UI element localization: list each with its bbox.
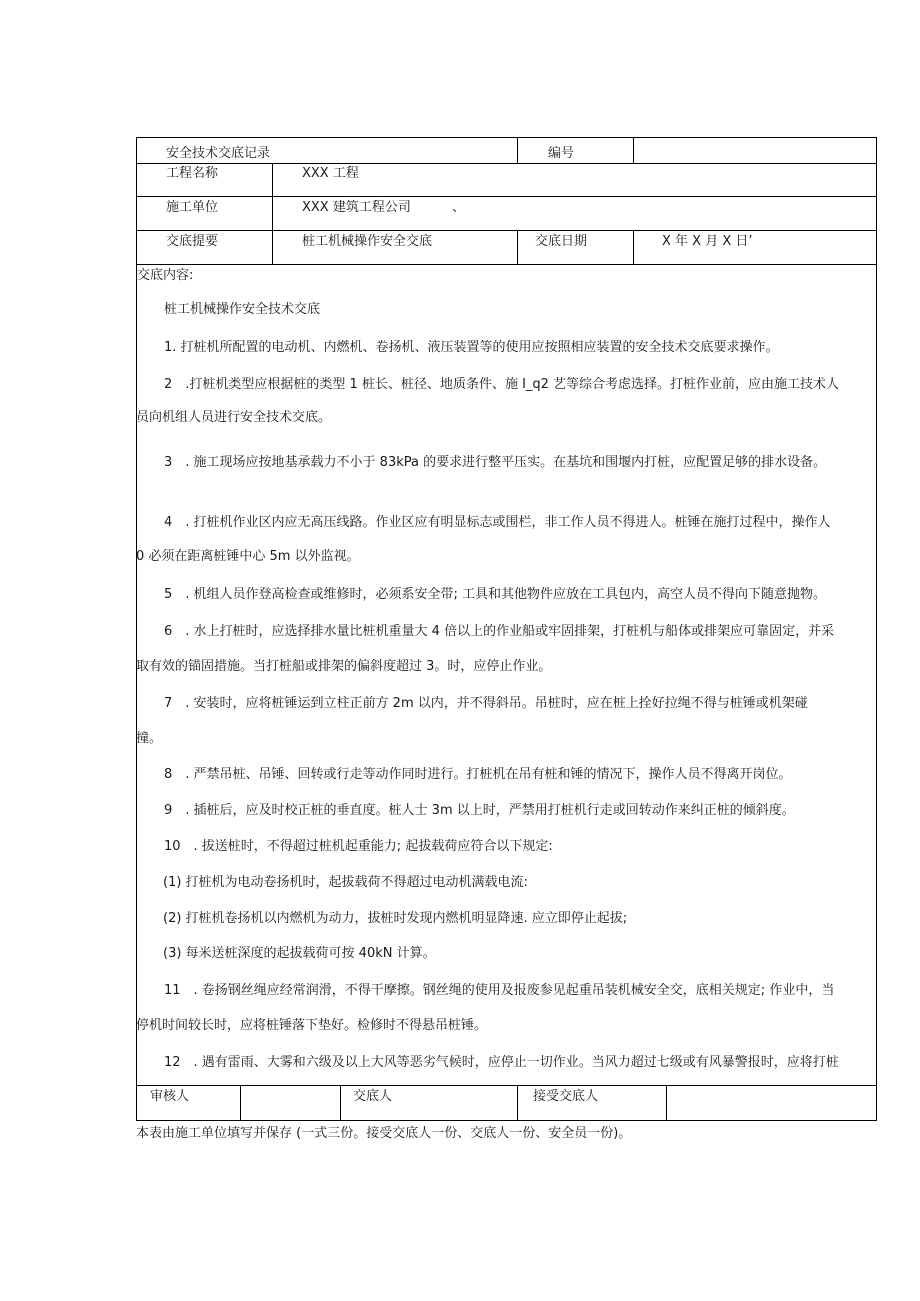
table-row-divider <box>136 264 877 265</box>
list-item: 11 . 卷扬钢丝绳应经常润滑，不得干摩擦。钢丝绳的使用及报废参见起重吊装机械安全交，底相关规定; 作业中，当 <box>164 983 835 998</box>
list-item-continuation: 取有效的锚固措施。当打桩船或排架的偏斜度超过 3。时，应停止作业。 <box>136 659 552 674</box>
table-col-divider <box>633 137 634 163</box>
table-border-top <box>136 137 877 138</box>
list-item-continuation: 员向机组人员进行安全技术交底。 <box>136 410 332 425</box>
table-row-divider <box>136 196 877 197</box>
construction-unit-value: XXX 建筑工程公司 <box>302 200 411 215</box>
table-row-divider <box>136 230 877 231</box>
construction-unit-mark: 、 <box>452 200 466 215</box>
table-col-divider <box>517 230 518 265</box>
summary-label: 交底提要 <box>166 234 219 249</box>
list-item: 1. 打桩机所配置的电动机、内燃机、卷扬机、液压装置等的使用应按照相应装置的安全技术交底要求操作。 <box>164 340 779 355</box>
footer-note: 本表由施工单位填写并保存 (一式三份。接受交底人一份、交底人一份、安全员一份)。 <box>136 1126 632 1141</box>
list-item: 2 .打桩机类型应根据桩的类型 1 桩长、桩径、地质条件、施 I_q2 艺等综合考虑选择。打桩作业前，应由施工技术人 <box>164 377 840 392</box>
construction-unit-label: 施工单位 <box>166 200 219 215</box>
list-item: 12 . 遇有雷雨、大雾和六级及以上大风等恶劣气候时，应停止一切作业。当风力超过七级或有风暴警报时，应将打桩 <box>164 1055 839 1070</box>
table-col-divider <box>272 163 273 265</box>
list-subitem: (1) 打桩机为电动卷扬机时，起拔载荷不得超过电动机满载电流: <box>163 875 528 890</box>
number-label: 编号 <box>548 146 575 161</box>
table-col-divider <box>340 1085 341 1120</box>
table-border-bottom <box>136 1120 877 1121</box>
list-item: 4 . 打桩机作业区内应无高压线路。作业区应有明显标志或围栏，非工作人员不得进人。桩锤在施打过程中，操作人 <box>164 515 831 530</box>
project-name-label: 工程名称 <box>166 166 219 181</box>
list-item: 7 . 安装时，应将桩锤运到立柱正前方 2m 以内，并不得斜吊。吊桩时，应在桩上拴好拉绳不得与桩锤或机架碰 <box>164 696 808 711</box>
list-item: 10 . 拔送桩时，不得超过桩机起重能力; 起拔载荷应符合以下规定: <box>164 839 553 854</box>
date-value: X 年 X 月 X 日’ <box>662 234 753 249</box>
list-item: 9 . 插桩后，应及时校正桩的垂直度。桩人士 3m 以上时，严禁用打桩机行走或回转动作来纠正桩的倾斜度。 <box>164 803 795 818</box>
table-row-divider <box>136 1085 877 1086</box>
list-subitem: (2) 打桩机卷扬机以内燃机为动力，拔桩时发现内燃机明显降速. 应立即停止起拔; <box>163 911 628 926</box>
table-col-divider <box>517 1085 518 1120</box>
table-col-divider <box>666 1085 667 1120</box>
table-col-divider <box>633 230 634 265</box>
list-item-continuation: 停机时间较长时，应将桩锤落下垫好。检修时不得悬吊桩锤。 <box>136 1018 488 1033</box>
table-col-divider <box>240 1085 241 1120</box>
list-item: 5 . 机组人员作登高检查或维修时，必须系安全带; 工具和其他物件应放在工具包内，高空人员不得向下随意抛物。 <box>164 587 827 602</box>
summary-value: 桩工机械操作安全交底 <box>302 234 433 249</box>
form-title: 安全技术交底记录 <box>166 146 271 161</box>
list-item: 6 . 水上打桩时，应选择排水量比桩机重量大 4 倍以上的作业船或牢固排架，打桩机与船体或排架应可靠固定，并采 <box>164 624 835 639</box>
list-item: 3 . 施工现场应按地基承载力不小于 83kPa 的要求进行整平压实。在基坑和围堰内打桩，应配置足够的排水设备。 <box>164 455 827 470</box>
project-name-value: XXX 工程 <box>302 166 359 181</box>
table-row-divider <box>136 163 877 164</box>
content-subtitle: 桩工机械操作安全技术交底 <box>164 302 321 317</box>
list-item-continuation: 撞。 <box>136 731 163 746</box>
table-col-divider <box>517 137 518 163</box>
content-label: 交底内容: <box>137 268 194 283</box>
receiver-label: 接受交底人 <box>533 1089 599 1104</box>
list-item: 8 . 严禁吊桩、吊锤、回转或行走等动作同时进行。打桩机在吊有桩和锤的情况下，操作人员不得离开岗位。 <box>164 767 792 782</box>
reviewer-label: 审核人 <box>150 1089 190 1104</box>
list-subitem: (3) 每米送桩深度的起拔载荷可按 40kN 计算。 <box>163 946 436 961</box>
date-label: 交底日期 <box>535 234 588 249</box>
list-item-continuation: 0 必须在距离桩锤中心 5m 以外监视。 <box>136 549 360 564</box>
discloser-label: 交底人 <box>353 1089 393 1104</box>
